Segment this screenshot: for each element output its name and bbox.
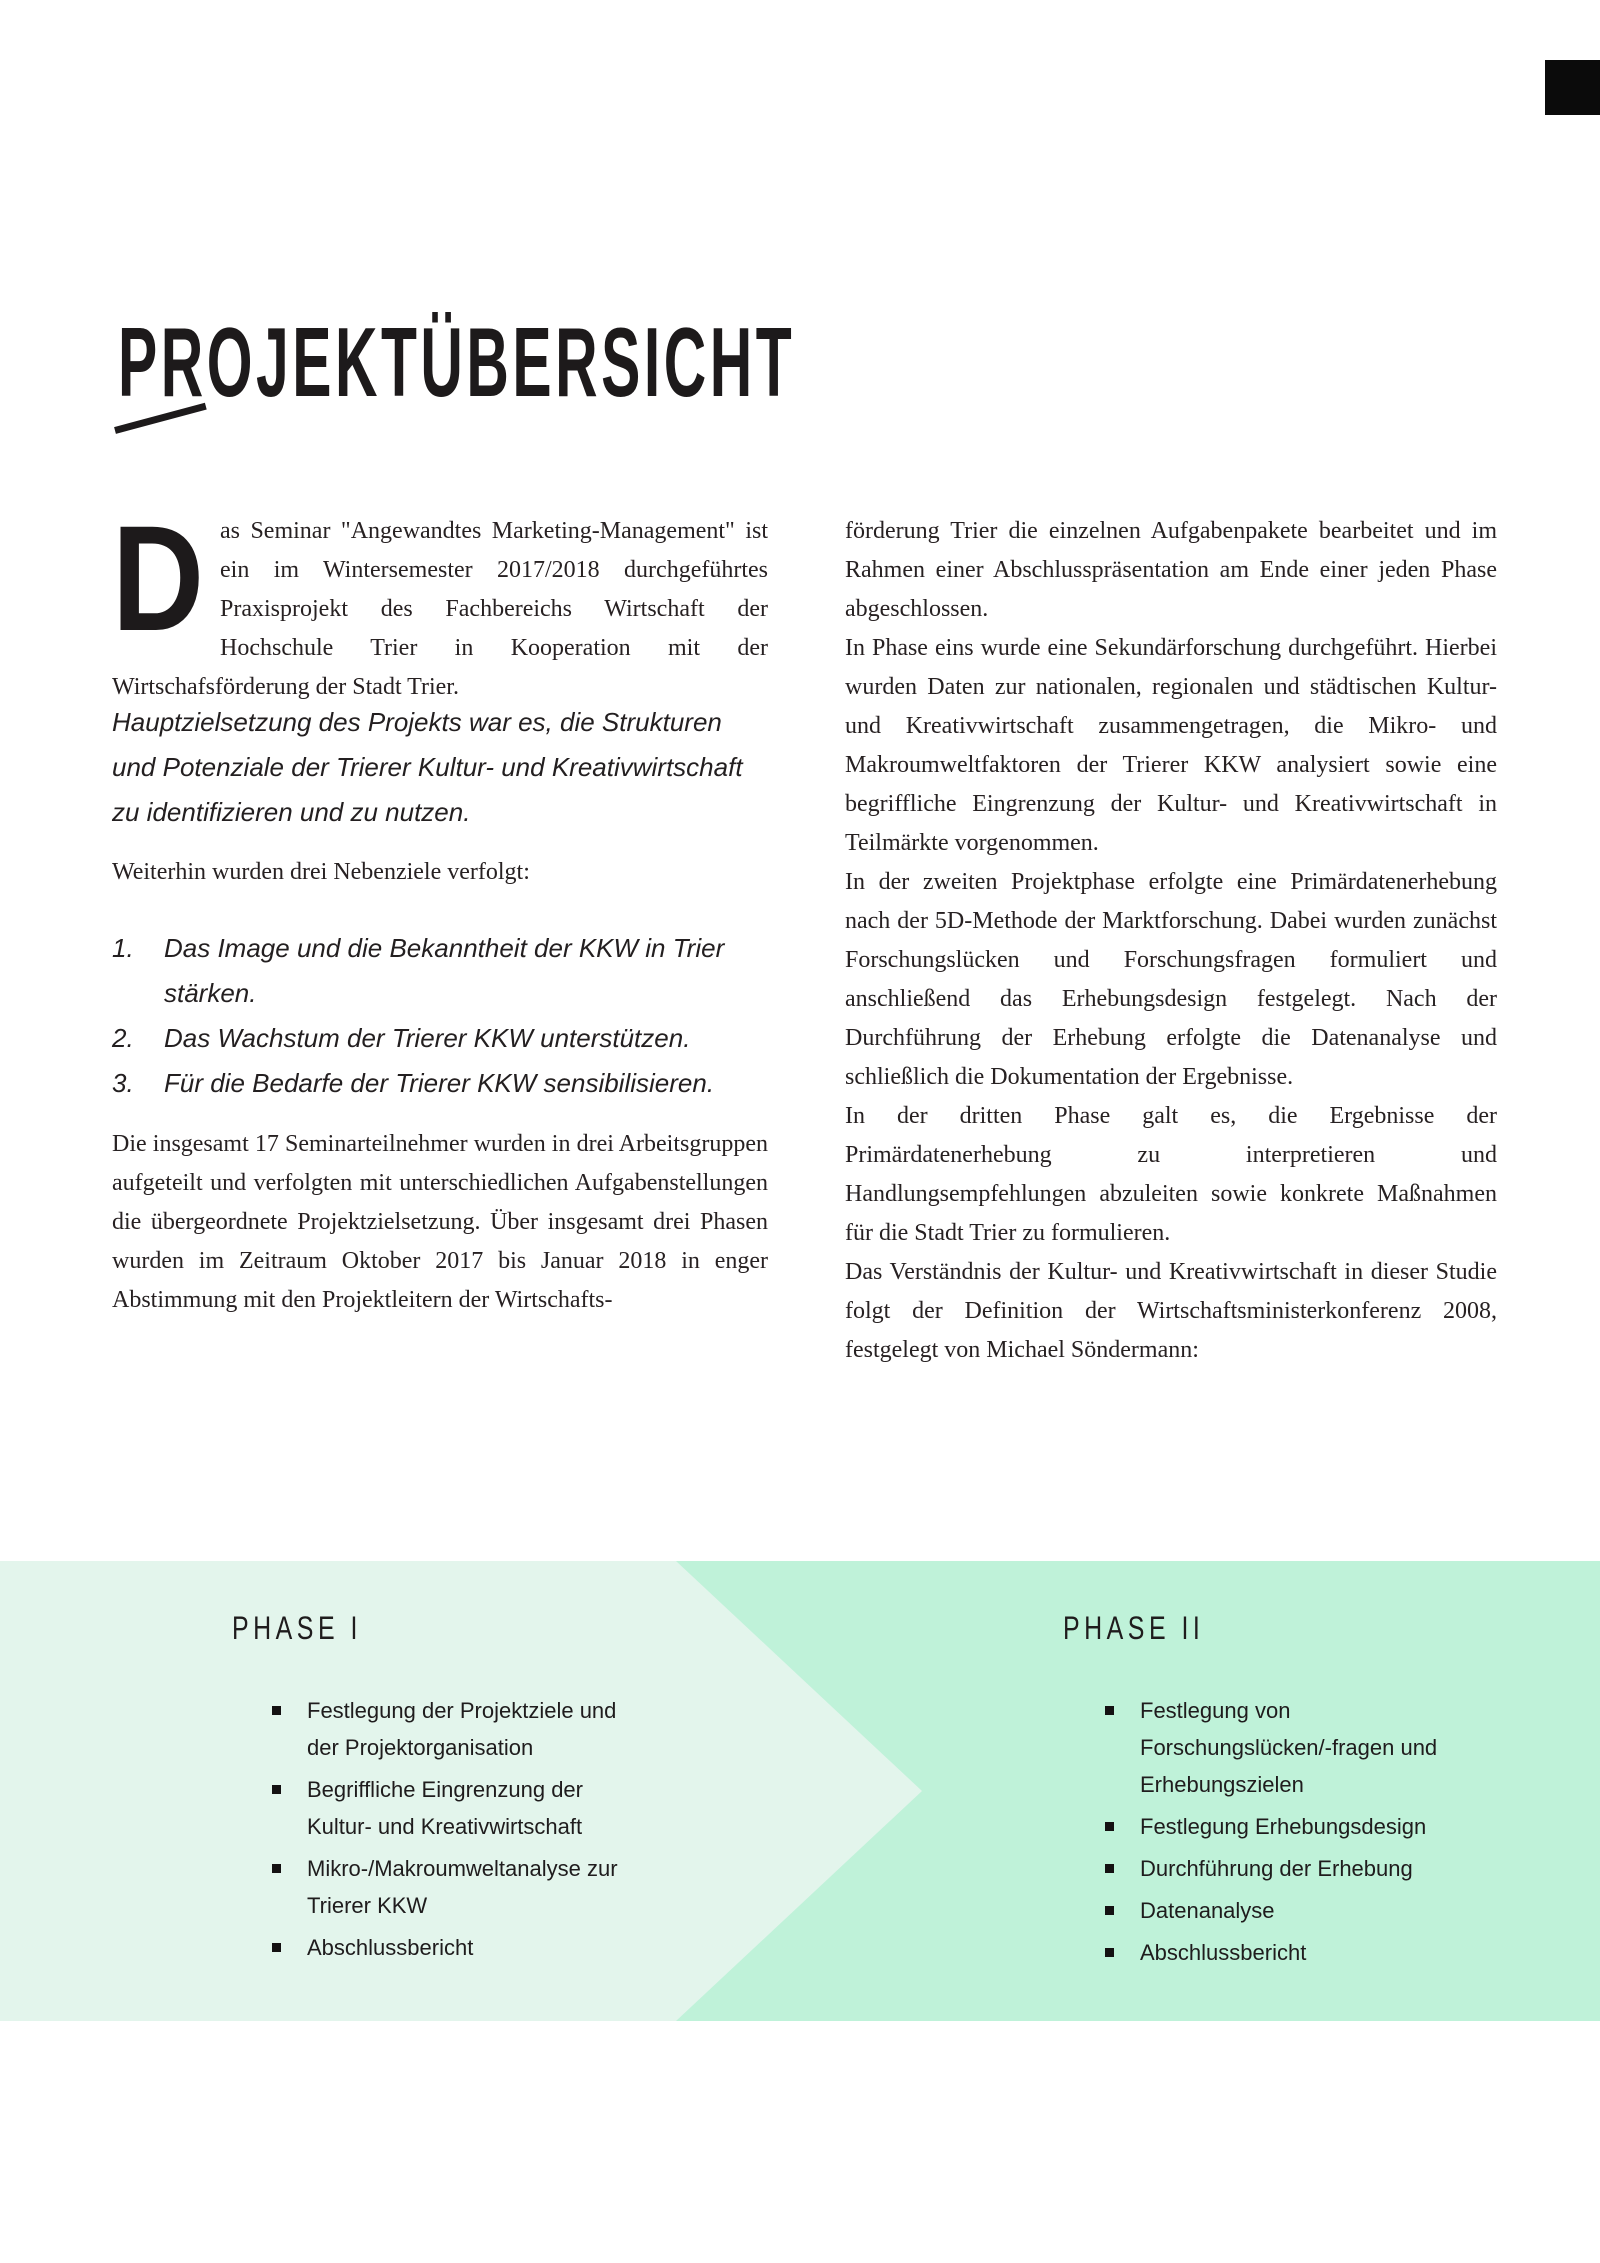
list-item xyxy=(112,926,768,1016)
right-column-paragraph: In der dritten Phase galt es, die Ergebnisse der Primärdatenerhebung zu interpretieren und Handlungsempfehlungen abzuleiten sowie konkrete Maßnahmen für die Stadt Trier zu formulieren. xyxy=(845,1103,1497,1246)
intro-paragraph-text: as Seminar "Angewandtes Marketing-Management" ist ein im Wintersemester 2017/2018 durchgeführtes Praxisprojekt des Fachbereichs Wirtschaft der Hochschule Trier in Kooperation mit der Wirtschafsförderung der Stadt Trier. xyxy=(112,518,768,700)
phase-1-list xyxy=(271,1692,626,1971)
phase-1-list-item: Begriffliche Eingrenzung der Kultur- und Kreativwirtschaft xyxy=(271,1771,626,1845)
phase-1-title: PHASE I xyxy=(232,1610,362,1646)
list-item-text: Das Wachstum der Trierer KKW unterstützen. xyxy=(164,1023,691,1053)
list-item xyxy=(112,1016,768,1061)
phase-1-list-item: Festlegung der Projektziele und der Projektorganisation xyxy=(271,1692,626,1766)
phase-2-list-item: Datenanalyse xyxy=(1104,1892,1464,1929)
phase-2-title: PHASE II xyxy=(1063,1610,1205,1646)
intro-paragraph-block xyxy=(112,494,768,707)
phase-1-list-item: Mikro-/Makroumweltanalyse zur Trierer KKW xyxy=(271,1850,626,1924)
secondary-goals-list xyxy=(112,926,768,1106)
right-column xyxy=(845,512,1497,1370)
phase-2-list-item: Abschlussbericht xyxy=(1104,1934,1464,1971)
left-column-paragraph: Die insgesamt 17 Seminarteilnehmer wurden in drei Arbeitsgruppen aufgeteilt und verfolgten mit unterschiedlichen Aufgabenstellungen die übergeordnete Projektzielsetzung. Über insgesamt drei Phasen wurden im Zeitraum Oktober 2017 bis Januar 2018 in enger Abstimmung mit den Projektleitern der Wirtschafts- xyxy=(112,1131,768,1313)
main-goal-text: Hauptzielsetzung des Projekts war es, die Strukturen und Potenziale der Trierer Kultur- und Kreativwirtschaft zu identifizieren und zu nutzen. xyxy=(112,707,743,827)
right-column-paragraph: In der zweiten Projektphase erfolgte eine Primärdatenerhebung nach der 5D-Methode der Marktforschung. Dabei wurden zunächst Forschungslücken und Forschungsfragen formuliert und anschließend das Erhebungsdesign festgelegt. Nach der Durchführung der Erhebung erfolgte die Datenanalyse und schließlich die Dokumentation der Ergebnisse. xyxy=(845,869,1497,1090)
phase-2-list-item: Durchführung der Erhebung xyxy=(1104,1850,1464,1887)
right-column-paragraph: Das Verständnis der Kultur- und Kreativwirtschaft in dieser Studie folgt der Definition der Wirtschaftsministerkonferenz 2008, festgelegt von Michael Söndermann: xyxy=(845,1259,1497,1363)
drop-cap: D xyxy=(112,494,205,662)
phase-2-list-item: Festlegung von Forschungslücken/-fragen und Erhebungszielen xyxy=(1104,1692,1464,1803)
page-corner-marker xyxy=(1545,60,1600,115)
right-column-paragraph: förderung Trier die einzelnen Aufgabenpakete bearbeitet und im Rahmen einer Abschlusspräsentation am Ende einer jeden Phase abgeschlossen. xyxy=(845,518,1497,622)
page-title: PROJEKTÜBERSICHT xyxy=(118,306,796,417)
left-column-paragraph-block xyxy=(112,1125,768,1320)
main-goal-block xyxy=(112,700,752,835)
list-item-text: Das Image und die Bekanntheit der KKW in Trier stärken. xyxy=(164,933,725,1008)
intro-paragraph xyxy=(112,494,768,707)
list-item-number: 3. xyxy=(112,1068,134,1098)
list-item xyxy=(112,1061,768,1106)
secondary-goals-lead: Weiterhin wurden drei Nebenziele verfolgt: xyxy=(112,859,530,885)
right-column-paragraph: In Phase eins wurde eine Sekundärforschung durchgeführt. Hierbei wurden Daten zur nationalen, regionalen und städtischen Kultur- und Kreativwirtschaft zusammengetragen, die Mikro- und Makroumweltfaktoren der Trierer KKW analysiert sowie eine begriffliche Eingrenzung der Kultur- und Kreativwirtschaft in Teilmärkte vorgenommen. xyxy=(845,635,1497,856)
list-item-text: Für die Bedarfe der Trierer KKW sensibilisieren. xyxy=(164,1068,715,1098)
list-item-number: 1. xyxy=(112,933,134,963)
phase-2-list xyxy=(1104,1692,1464,1976)
list-item-number: 2. xyxy=(112,1023,134,1053)
phase-2-list-item: Festlegung Erhebungsdesign xyxy=(1104,1808,1464,1845)
phase-band-arrow-shape xyxy=(676,1561,922,2021)
phase-1-list-item: Abschlussbericht xyxy=(271,1929,626,1966)
